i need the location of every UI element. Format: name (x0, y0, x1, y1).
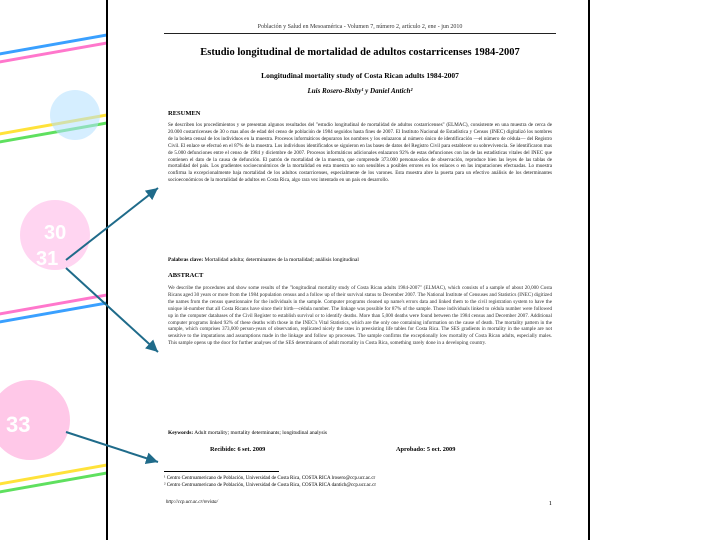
header-rule (164, 33, 556, 34)
decorative-circle (50, 90, 100, 140)
paper-page (106, 0, 590, 540)
journal-header: Población y Salud en Mesoamérica - Volumen 7, número 2, artículo 2, ene - jun 2010 (257, 24, 463, 30)
footnote-2: ² Centro Centroamericano de Población, Universidad de Costa Rica, COSTA RICA dantich@ccp.ucr.ac.cr (164, 483, 377, 488)
palabras-clave-label: Palabras clave: (168, 257, 204, 263)
paper-authors: Luis Rosero-Bixby¹ y Daniel Antich² (307, 87, 413, 95)
abstract-text: We describe the procedures and show some results of the "longitudinal mortality study of Costa Rican adults 1984-2007" (ELMAC), which consists of a sample of about 20,000 Costa Ricans aged 30 years or more from the 1984 population census and a follow up of their survival status to December 2007. The National Institute of Censuses and Statistics (INEC) digitized the names from the census questionnaire for the individuals in the sample. Computer programs cleaned up name's errors data and linked them to the civil registration system to have the unique id-number that all Costa Ricans have since their birth—cédula number. The linkage was possible for 87% of the sample. Those individuals linked to cédula number were followed up in the computer databases of the Civil Register to establish survival or to identify deaths. More than 5,000 deaths were found between the 1984 census and December 2007. Additional computer programs linked 92% of these deaths with those in the INEC's Vital Statistics, which are the only one containing information on the cause of death. The mortality pattern in the sample, which comprises 373,000 person-years of observation, replicated nicely the rates in preexisting life tables for Costa Rica. The SES gradients in mortality in the sample are not sensitive to the imputations and assumptions made in the linkage and follow up processes. The sample confirms the exceptionally low mortality of Costa Rican adults, especially males. This sample opens up the door for further analyses of the SES determinants of adult mortality in Costa Rica, something rarely done in a developing country. (168, 285, 552, 347)
paper-subtitle: Longitudinal mortality study of Costa Rican adults 1984-2007 (261, 71, 459, 80)
resumen-text: Se describen los procedimientos y se presentan algunos resultados del "estudio longitudinal de mortalidad de adultos costarricenses" (ELMAC), consistente en una muestra de cerca de 20.000 costarricenses de 30 o mas años de edad del censo de población de 1984 seguidos hasta fines de 2007. El Instituto Nacional de Estadística y Censos (INEC) digitalizó los nombres de la boleta censal de los individuos en la muestra. Procesos informáticos depuraron los nombres y los enlazaron al número único de identificación —el número de cédula— del Registro Civil. El enlace se efectuó en el 87% de la muestra. Los individuos identificados se siguieron en las bases de datos del Registro Civil para establecer su sobrevivencia. Se identificaron mas de 5.000 defunciones entre el censo de 1984 y diciembre de 2007. Procesos informáticos adicionales enlazaron 92% de estas defunciones con las de las estadísticas vitales del INEC que contienen el dato de la causa de defunción. El patrón de mortalidad de la muestra, que comprende 373.000 personas-años de observación, reproduce bien las leyes de las tablas de mortalidad del país. Los gradientes socioeconómicos de la mortalidad en esta muestra no son sensibles a posibles errores en los enlaces o en las imputaciones efectuadas. Lo muestra confirma la excepcionalmente baja mortalidad de los adultos costarricenses, especialmente de los varones. Esta muestra abre la puerta para un efectivo análisis de los determinantes socioeconómicos de la mortalidad de adultos en Costa Rica, algo rara vez intentado en un país en desarrollo. (168, 122, 552, 184)
slide-number: 33 (6, 412, 31, 437)
footnote-1: ¹ Centro Centroamericano de Población, Universidad de Costa Rica, COSTA RICA lrosero@ccp.ucr.ac.cr (164, 476, 376, 481)
journal-url: http://ccp.ucr.ac.cr/revista/ (166, 500, 218, 505)
keywords-label: Keywords: (168, 430, 194, 436)
keywords (168, 430, 552, 436)
palabras-clave (168, 257, 552, 263)
slide-number: 31 (36, 248, 59, 270)
received-date: Recibido: 6 set. 2009 (210, 446, 266, 453)
page-number: 1 (548, 500, 552, 507)
abstract-heading: ABSTRACT (168, 272, 204, 279)
paper-title: Estudio longitudinal de mortalidad de adultos costarricenses 1984-2007 (200, 47, 520, 58)
palabras-clave-text: Mortalidad adulta; determinantes de la mortalidad; análisis longitudinal (204, 257, 359, 263)
slide-number: 30 (44, 222, 67, 244)
resumen-heading: RESUMEN (168, 110, 201, 117)
footnote-rule (164, 471, 279, 472)
approved-date: Aprobado: 5 oct. 2009 (396, 446, 456, 453)
keywords-text: Adult mortality; mortality determinants; longitudinal analysis (194, 430, 328, 436)
footnotes (164, 475, 556, 489)
